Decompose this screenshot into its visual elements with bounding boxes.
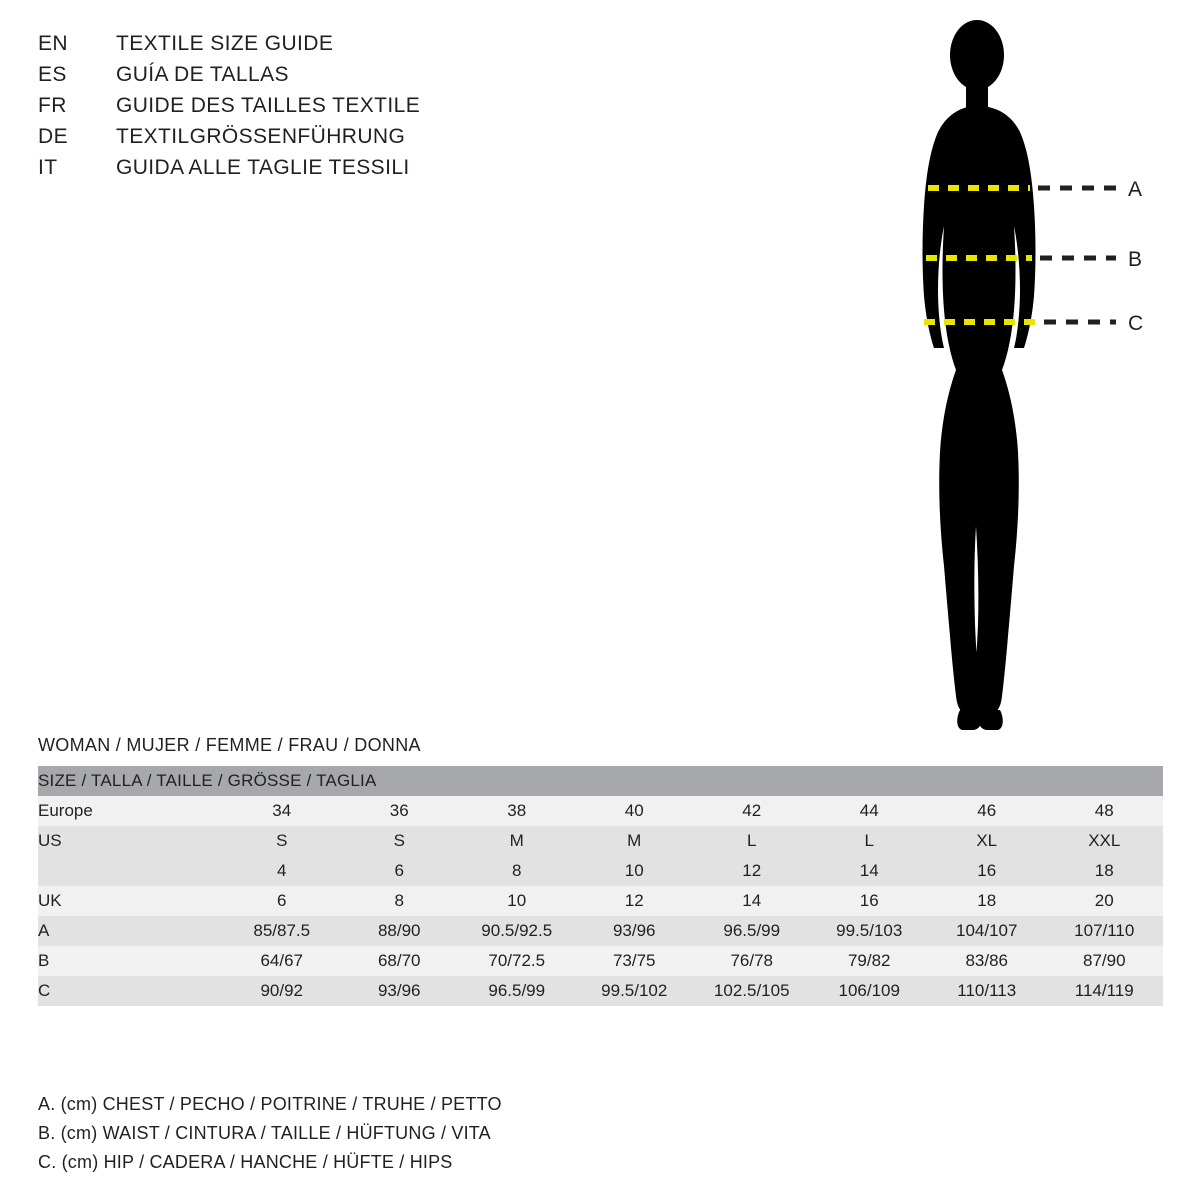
table-cell: 44 [811,796,929,826]
marker-label-c: C [1128,312,1144,335]
table-row [38,976,1163,1006]
table-cell: 20 [1046,886,1164,916]
table-cell: 96.5/99 [458,976,576,1006]
table-header-label: SIZE / TALLA / TAILLE / GRÖSSE / TAGLIA [38,766,1163,796]
table-cell: 12 [576,886,694,916]
title-text: GUÍA DE TALLAS [116,63,289,86]
table-cell: 96.5/99 [693,916,811,946]
table-cell: 83/86 [928,946,1046,976]
row-label [38,856,223,886]
table-cell: 34 [223,796,341,826]
table-cell: 90.5/92.5 [458,916,576,946]
title-language-code: DE [38,125,68,148]
title-row [38,63,558,94]
title-row [38,32,558,63]
title-text: GUIDE DES TAILLES TEXTILE [116,94,421,117]
woman-silhouette-icon [923,20,1036,730]
table-cell: 18 [1046,856,1164,886]
table-cell: 14 [811,856,929,886]
table-cell: 107/110 [1046,916,1164,946]
title-language-code: ES [38,63,67,86]
table-cell: XL [928,826,1046,856]
table-cell: 87/90 [1046,946,1164,976]
table-caption: WOMAN / MUJER / FEMME / FRAU / DONNA [38,735,421,755]
marker-label-b: B [1128,248,1143,271]
table-cell: 18 [928,886,1046,916]
title-row [38,156,558,187]
table-cell: S [341,826,459,856]
table-cell: 64/67 [223,946,341,976]
table-row [38,796,1163,826]
table-cell: 14 [693,886,811,916]
table-cell: 8 [458,856,576,886]
table-cell: 46 [928,796,1046,826]
table-cell: 36 [341,796,459,826]
table-cell: 99.5/103 [811,916,929,946]
table-cell: 42 [693,796,811,826]
footnotes [38,1090,738,1177]
table-cell: 10 [576,856,694,886]
table-cell: 38 [458,796,576,826]
table-row [38,826,1163,856]
title-text: GUIDA ALLE TAGLIE TESSILI [116,156,410,179]
row-label: C [38,976,223,1006]
footnote-b: B. (cm) WAIST / CINTURA / TAILLE / HÜFTUNG / VITA [38,1123,491,1143]
title-text: TEXTILGRÖSSENFÜHRUNG [116,125,406,148]
table-cell: XXL [1046,826,1164,856]
table-cell: M [576,826,694,856]
table-cell: L [693,826,811,856]
table-row [38,886,1163,916]
table-cell: 8 [341,886,459,916]
title-row [38,94,558,125]
table-cell: 79/82 [811,946,929,976]
table-cell: 73/75 [576,946,694,976]
table-cell: 93/96 [341,976,459,1006]
table-cell: 114/119 [1046,976,1164,1006]
table-header-row [38,766,1163,796]
table-cell: 48 [1046,796,1164,826]
row-label: UK [38,886,223,916]
table-cell: S [223,826,341,856]
footnote-a: A. (cm) CHEST / PECHO / POITRINE / TRUHE / PETTO [38,1094,502,1114]
figure-silhouette [860,10,1190,750]
table-cell: 93/96 [576,916,694,946]
title-language-code: IT [38,156,58,179]
table-cell: 76/78 [693,946,811,976]
table-cell: 6 [223,886,341,916]
row-label: US [38,826,223,856]
table-row [38,856,1163,886]
title-language-code: FR [38,94,67,117]
table-cell: 68/70 [341,946,459,976]
table-cell: 104/107 [928,916,1046,946]
table-cell: 16 [928,856,1046,886]
table-cell: 12 [693,856,811,886]
row-label: A [38,916,223,946]
row-label: B [38,946,223,976]
row-label: Europe [38,796,223,826]
table-row [38,916,1163,946]
table-cell: 40 [576,796,694,826]
marker-label-a: A [1128,178,1143,201]
table-cell: 106/109 [811,976,929,1006]
table-cell: L [811,826,929,856]
size-table [38,766,1163,1006]
footnote-c: C. (cm) HIP / CADERA / HANCHE / HÜFTE / HIPS [38,1152,453,1172]
table-cell: 90/92 [223,976,341,1006]
table-cell: 102.5/105 [693,976,811,1006]
table-cell: 88/90 [341,916,459,946]
table-cell: 110/113 [928,976,1046,1006]
title-text: TEXTILE SIZE GUIDE [116,32,334,55]
table-cell: 85/87.5 [223,916,341,946]
table-row [38,946,1163,976]
title-language-code: EN [38,32,68,55]
table-cell: 4 [223,856,341,886]
table-cell: 6 [341,856,459,886]
table-cell: 70/72.5 [458,946,576,976]
size-table-section [38,735,1163,1006]
title-row [38,125,558,156]
table-cell: 10 [458,886,576,916]
table-cell: 16 [811,886,929,916]
title-block [38,32,558,187]
table-cell: 99.5/102 [576,976,694,1006]
table-cell: M [458,826,576,856]
